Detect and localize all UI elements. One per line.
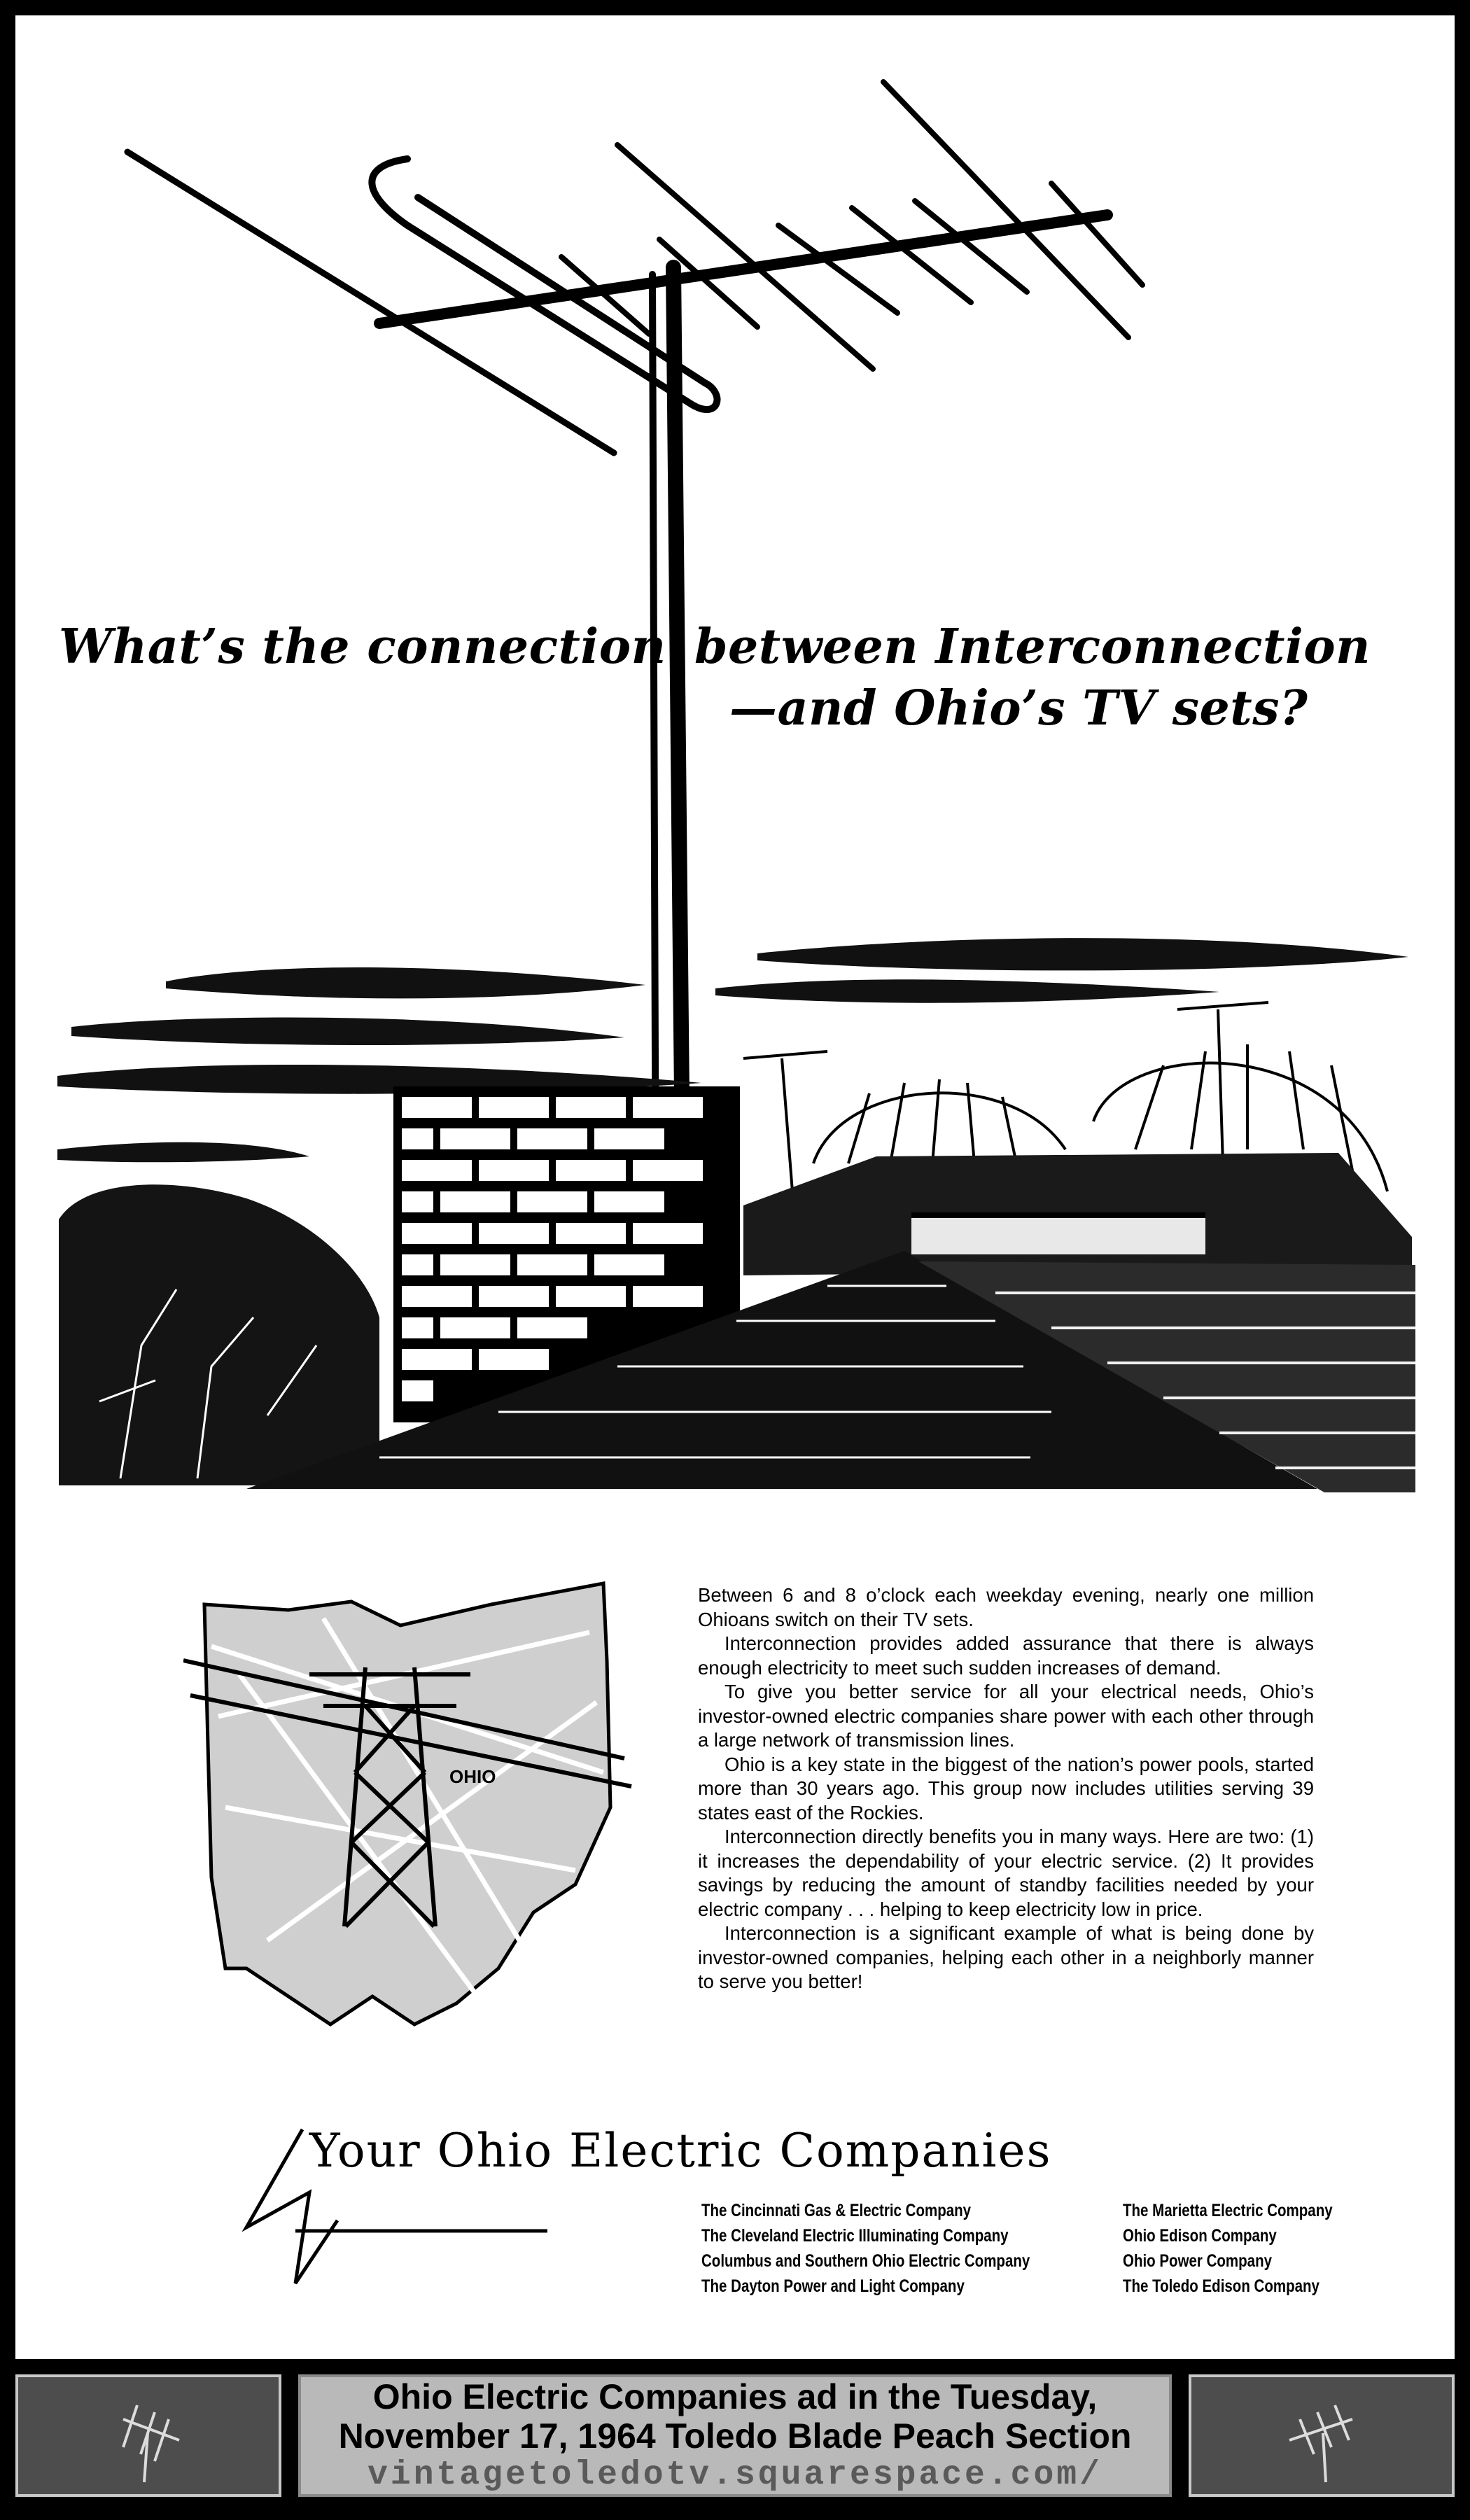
company-name: The Marietta Electric Company [1123, 2201, 1333, 2220]
company-list-right [1123, 2198, 1333, 2299]
headline-part-2: between Interconnection [694, 619, 1371, 675]
left-bush [59, 1184, 379, 1485]
paragraph: Interconnection directly benefits you in many ways. Here are two: (1) it increases the dependability of your electric service. (2) It provides savings by reducing the amount of standby facilities needed by your electric company . . . helping to keep electricity low in price. [698, 1826, 1314, 1920]
company-name: Ohio Edison Company [1123, 2226, 1277, 2246]
headline-part-1: What’s the connection [59, 619, 666, 675]
company-name: The Cincinnati Gas & Electric Company [701, 2201, 972, 2220]
paragraph: Between 6 and 8 o’clock each weekday evening, nearly one million Ohioans switch on their TV sets. [698, 1584, 1314, 1630]
antenna-logo-icon [1191, 2377, 1452, 2494]
paragraph: Interconnection provides added assurance that there is always enough electricity to meet such sudden increases of demand. [698, 1632, 1314, 1679]
paragraph: Interconnection is a significant example of what is being done by investor-owned companies, helping each other in a neighborly manner to serve you better! [698, 1922, 1314, 1992]
ohio-map-label: OHIO [449, 1766, 496, 1787]
body-copy [698, 1583, 1314, 1994]
company-name: Columbus and Southern Ohio Electric Company [701, 2251, 1030, 2271]
paragraph: Ohio is a key state in the biggest of the nation’s power pools, started more than 30 years ago. This group now includes utilities serving 39 states east of the Rockies. [698, 1753, 1314, 1823]
neighbor-house [743, 1153, 1412, 1275]
antenna-logo-thumbnail-left [15, 2374, 281, 2497]
company-name: The Cleveland Electric Illuminating Company [701, 2226, 1009, 2246]
brand-wordmark: Your Ohio Electric Companies [309, 2124, 1052, 2178]
caption-line-2: November 17, 1964 Toledo Blade Peach Section [338, 2416, 1132, 2456]
company-name: Ohio Power Company [1123, 2251, 1273, 2271]
caption-box [298, 2374, 1172, 2497]
company-name: The Toledo Edison Company [1123, 2276, 1320, 2296]
headline-line-2: —and Ohio’s TV sets? [729, 680, 1308, 736]
company-list-left [701, 2198, 1030, 2299]
antenna-logo-icon [18, 2377, 279, 2494]
rooftop-antenna-illustration [15, 15, 1455, 1527]
ohio-outline [204, 1583, 610, 2024]
ohio-map-transmission-tower [183, 1576, 638, 2052]
antenna-logo-thumbnail-right [1189, 2374, 1455, 2497]
company-name: The Dayton Power and Light Company [701, 2276, 965, 2296]
paragraph: To give you better service for all your electrical needs, Ohio’s investor-owned electric companies share power with each other through a large network of transmission lines. [698, 1681, 1314, 1751]
caption-line-1: Ohio Electric Companies ad in the Tuesday, [372, 2377, 1098, 2416]
advertisement-page [15, 15, 1455, 2359]
footer-caption-bar [0, 2373, 1470, 2520]
caption-url[interactable]: vintagetoledotv.squarespace.com/ [368, 2456, 1102, 2494]
